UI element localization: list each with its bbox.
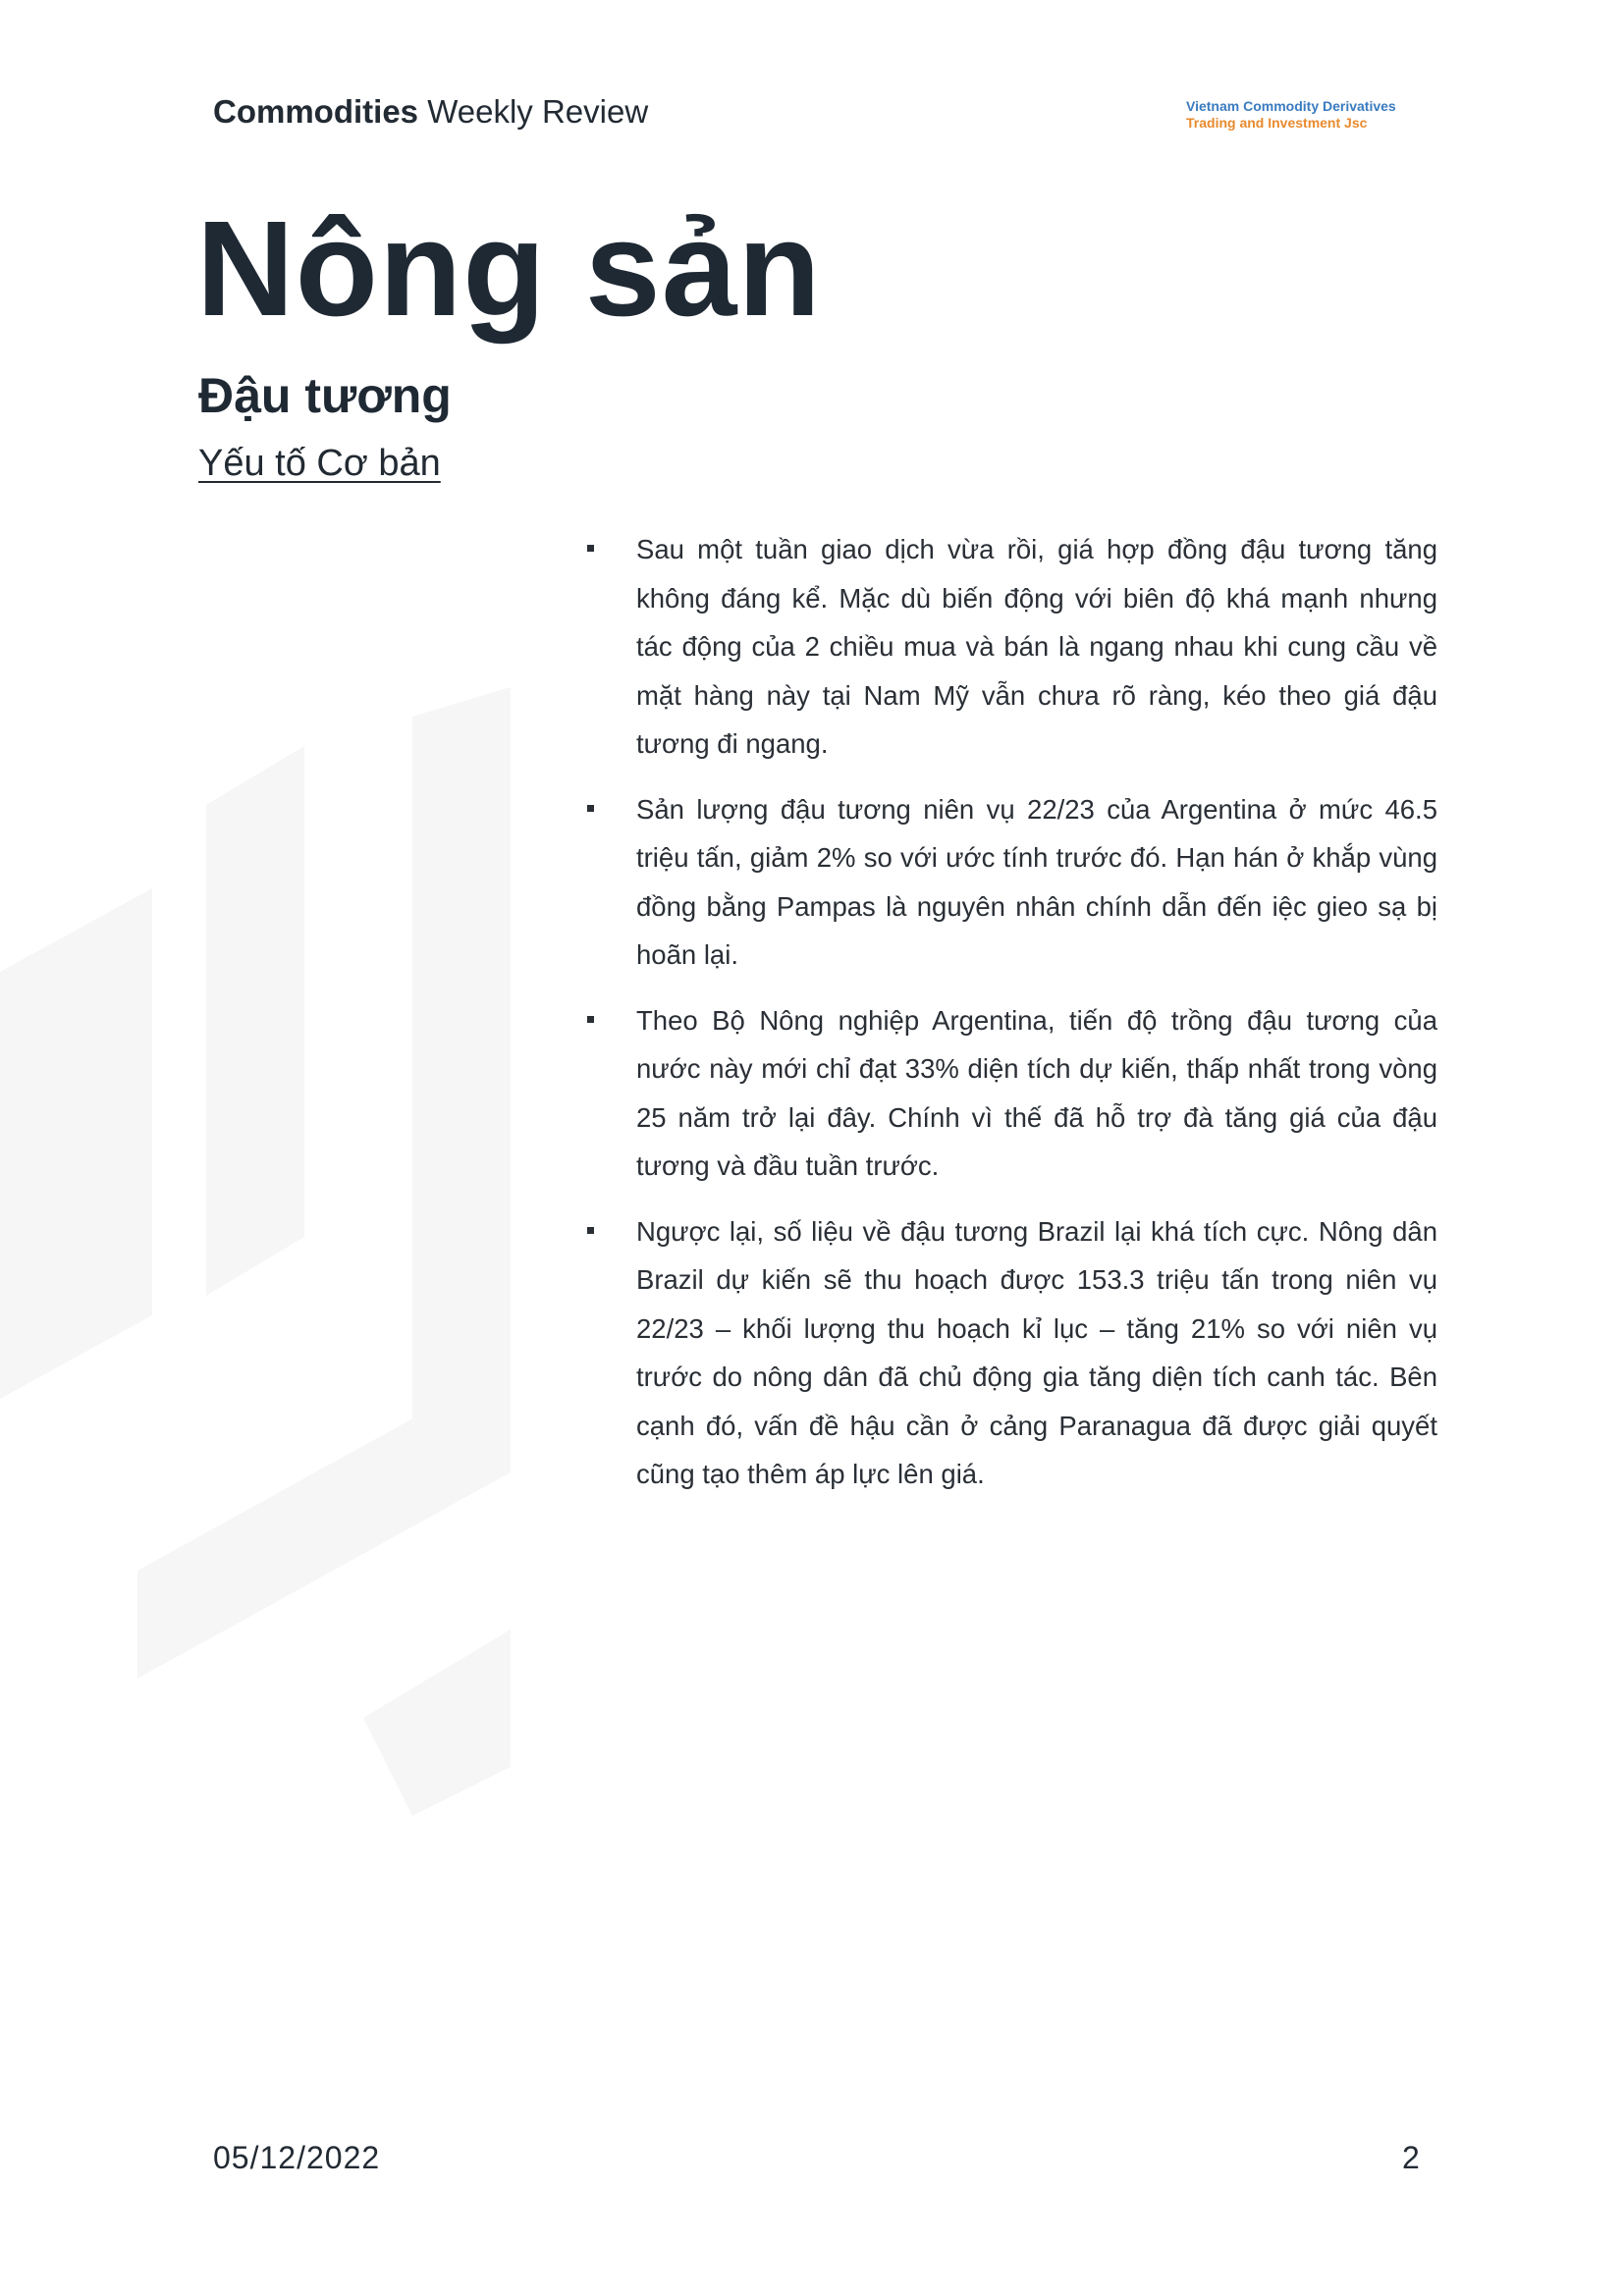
bullet-item — [587, 785, 1437, 980]
footer-date: 05/12/2022 — [213, 2140, 381, 2175]
logo-line-1: Vietnam Commodity Derivatives — [1186, 98, 1396, 114]
bullet-text: Sản lượng đậu tương niên vụ 22/23 của Argentina ở mức 46.5 triệu tấn, giảm 2% so với ước tính trước đó. Hạn hán ở khắp vùng đồng bằng Pampas là nguyên nhân chính dẫn đến iệc gieo sạ bị hoãn lại. — [636, 793, 1437, 970]
bullet-marker-icon — [587, 1227, 594, 1234]
page-number: 2 — [1402, 2140, 1420, 2175]
bullet-marker-icon — [587, 805, 594, 812]
bullet-marker-icon — [587, 1016, 594, 1023]
header-title-light: Weekly Review — [418, 93, 649, 130]
bullet-text: Theo Bộ Nông nghiệp Argentina, tiến độ trồng đậu tương của nước này mới chỉ đạt 33% diện tích dự kiến, thấp nhất trong vòng 25 năm trở lại đây. Chính vì thế đã hỗ trợ đà tăng giá của đậu tương và đầu tuần trước. — [636, 1004, 1437, 1181]
commodity-subtitle: Đậu tương — [198, 368, 452, 423]
bullet-item — [587, 996, 1437, 1191]
bullet-item — [587, 1207, 1437, 1499]
bullet-text: Sau một tuần giao dịch vừa rồi, giá hợp đồng đậu tương tăng không đáng kể. Mặc dù biến động với biên độ khá mạnh nhưng tác động của 2 chiều mua và bán là ngang nhau khi cung cầu về mặt hàng này tại Nam Mỹ vẫn chưa rõ ràng, kéo theo giá đậu tương đi ngang. — [636, 534, 1437, 759]
company-logo — [1186, 98, 1396, 132]
bullet-text: Ngược lại, số liệu về đậu tương Brazil lại khá tích cực. Nông dân Brazil dự kiến sẽ thu hoạch được 153.3 triệu tấn trong niên vụ 22/23 – khối lượng thu hoạch kỉ lục – tăng 21% so với niên vụ trước do nông dân đã chủ động gia tăng diện tích canh tác. Bên cạnh đó, vấn đề hậu cần ở cảng Paranagua đã được giải quyết cũng tạo thêm áp lực lên giá. — [636, 1215, 1437, 1489]
page-title: Nông sản — [196, 193, 822, 345]
bullet-item — [587, 525, 1437, 769]
section-heading: Yếu tố Cơ bản — [198, 443, 441, 484]
report-header — [213, 93, 648, 131]
header-title-bold: Commodities — [213, 93, 419, 130]
bullet-list — [587, 525, 1437, 1516]
logo-line-2: Trading and Investment Jsc — [1186, 115, 1368, 131]
bullet-marker-icon — [587, 545, 594, 552]
